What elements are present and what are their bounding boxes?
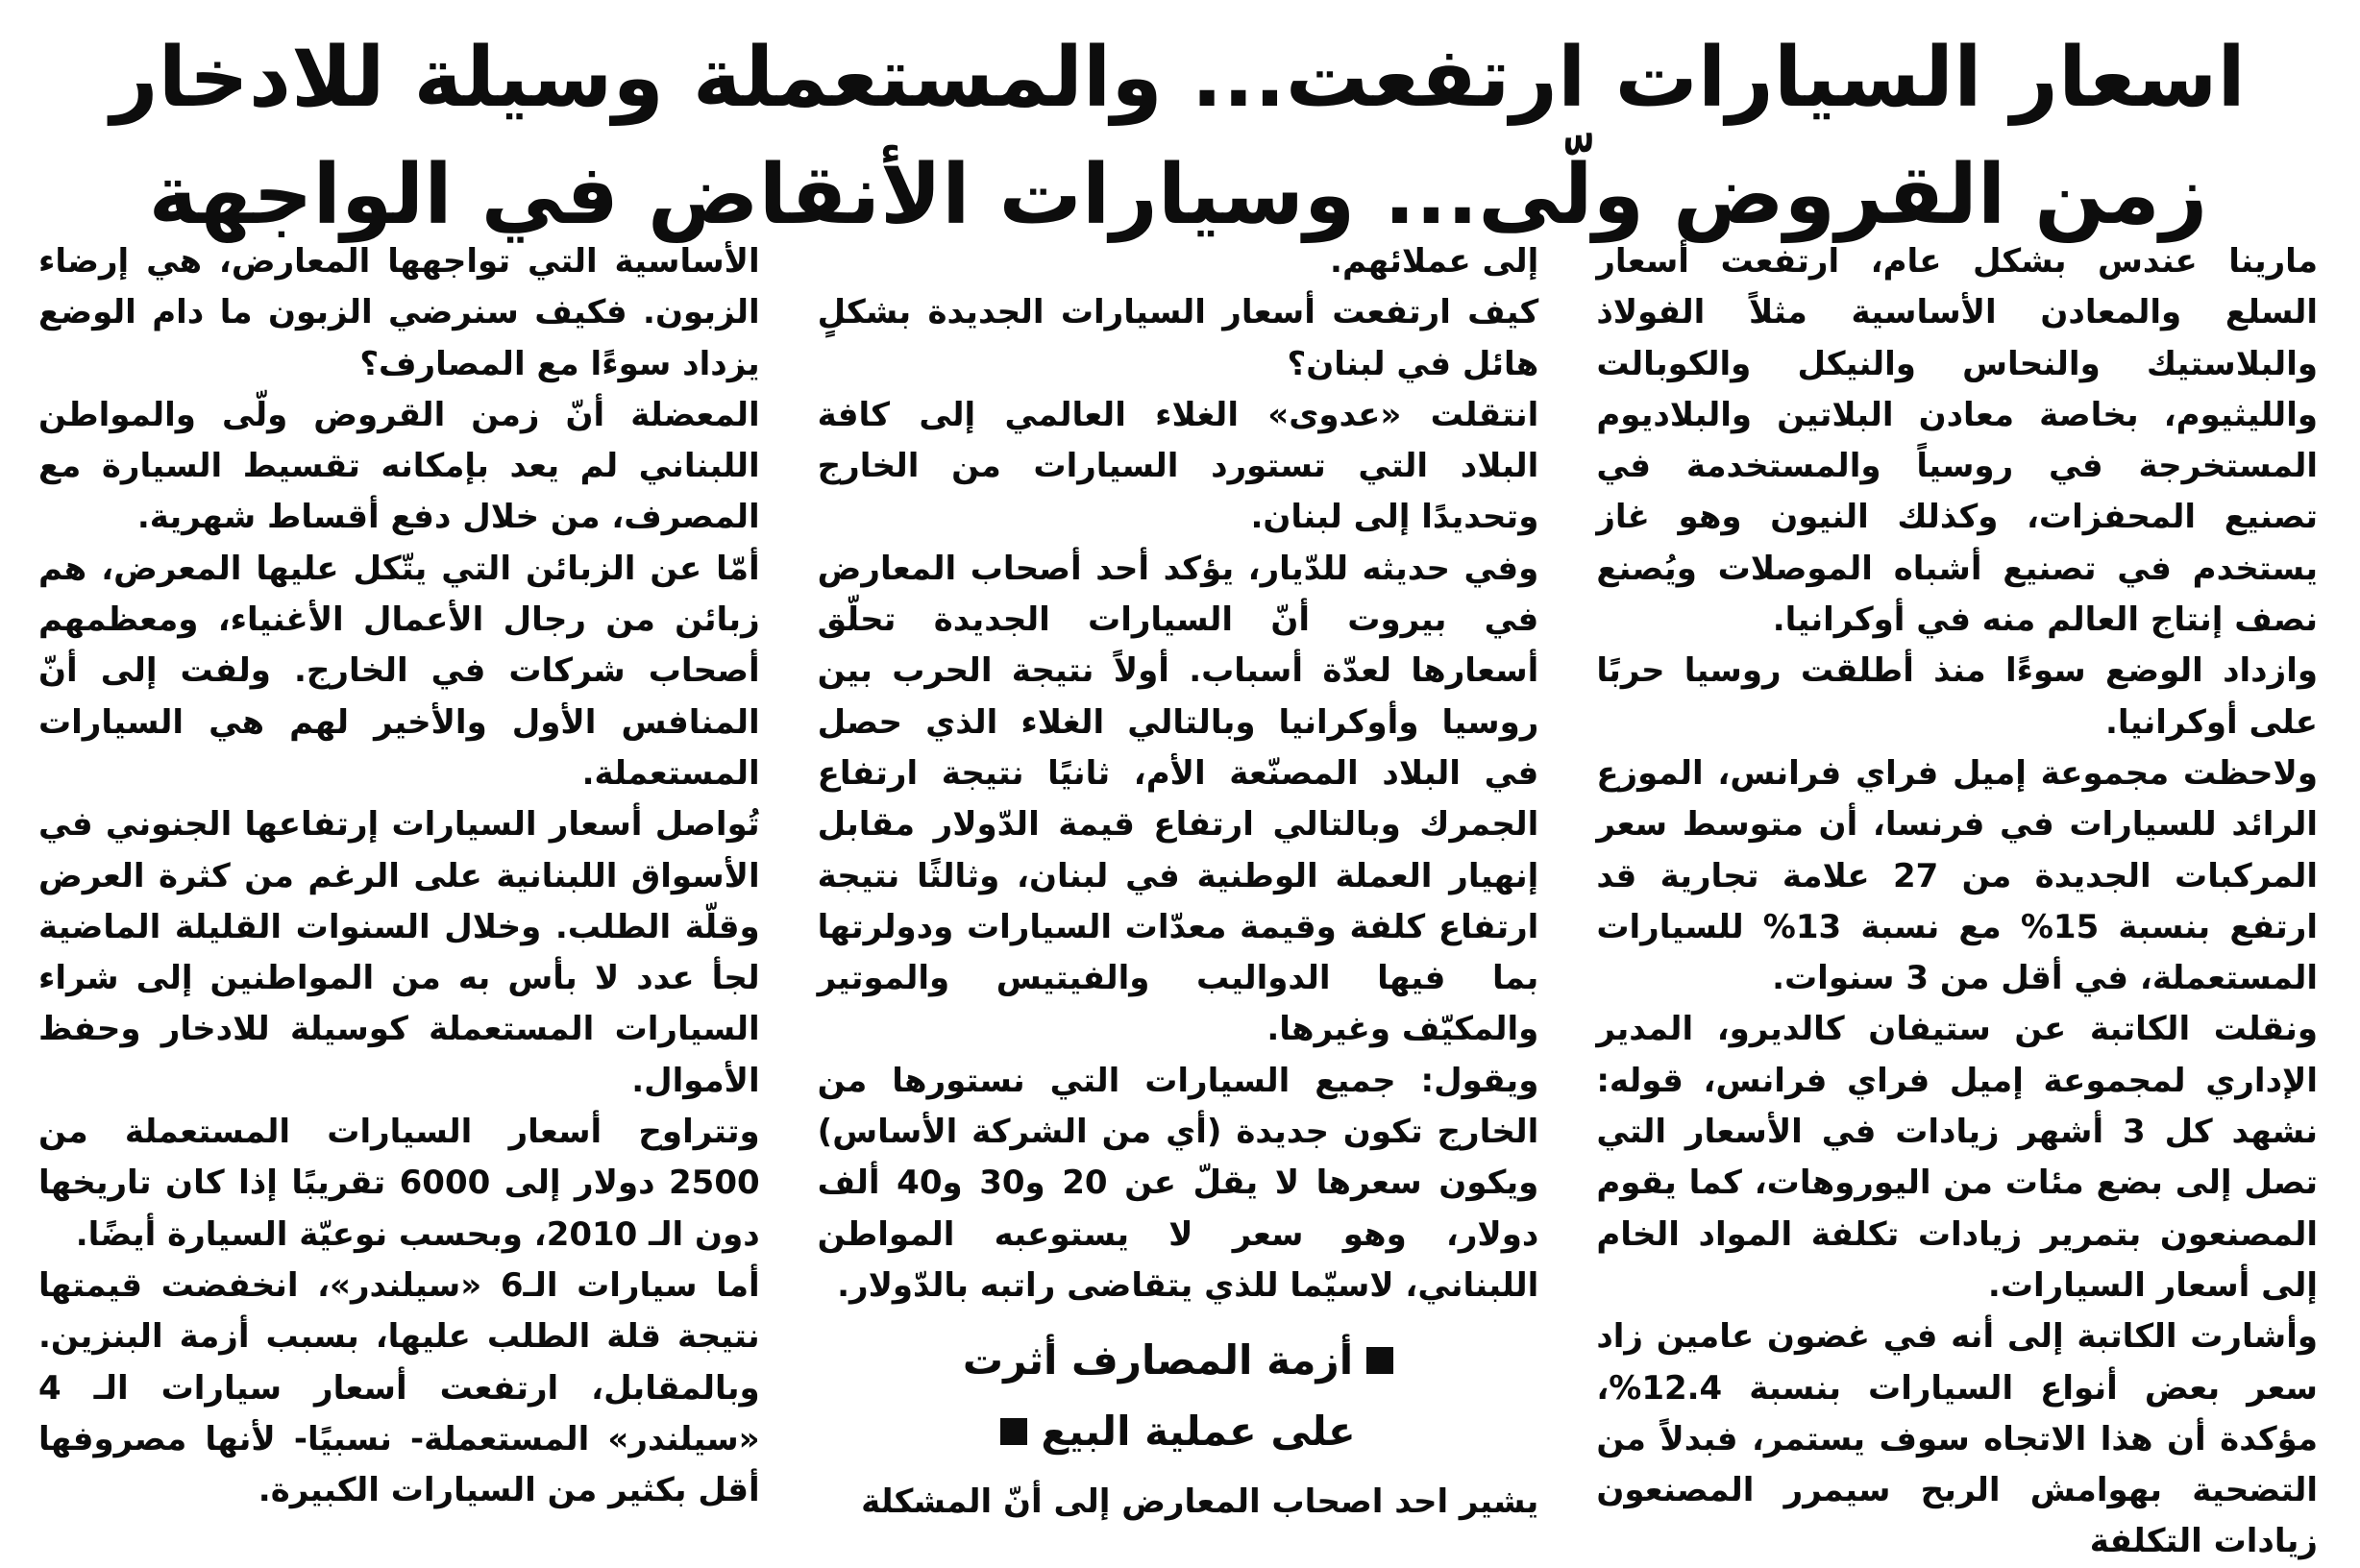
paragraph: وتتراوح أسعار السيارات المستعملة من 2500 دولار إلى 6000 تقريبًا إذا كان تاريخها دون الـ 2010، وبحسب نوعيّة السيارة أيضًا. (37, 1113, 760, 1254)
paragraph: إلى عملائهم. (1330, 242, 1539, 281)
paragraph: وازداد الوضع سوءًا منذ أطلقت روسيا حربًا على أوكرانيا. (1596, 651, 2318, 742)
column-right (1596, 236, 2319, 1561)
square-bullet-icon (1366, 1347, 1393, 1374)
paragraph: كيف ارتفعت أسعار السيارات الجديدة بشكلٍ هائل في لبنان؟ (817, 293, 1539, 383)
column-middle (817, 236, 1539, 1522)
paragraph: ولاحظت مجموعة إميل فراي فرانس، الموزع الرائد للسيارات في فرنسا، أن متوسط سعر المركبات الجديدة من 27 علامة تجارية قد ارتفع بنسبة 15% مع نسبة 13% للسيارات المستعملة، في أقل من 3 سنوات. (1596, 753, 2319, 998)
paragraph: ونقلت الكاتبة عن ستيفان كالديرو، المدير الإداري لمجموعة إميل فراي فرانس، قوله: نشهد كل 3 أشهر زيادات في الأسعار التي تصل إلى بضع مئات من اليوروهات، كما يقوم المصنعون بتمرير زيادات تكلفة المواد الخام إلى أسعار السيارات. (1596, 1010, 2319, 1305)
headline-line-2: زمن القروض ولّى... وسيارات الأنقاض في الواجهة (148, 147, 2208, 243)
subheading-text: على عملية البيع (1041, 1408, 1356, 1456)
subheading-line-1 (818, 1325, 1539, 1396)
paragraph: تُواصل أسعار السيارات إرتفاعها الجنوني في الأسواق اللبنانية على الرغم من كثرة العرض وقلّة الطلب. وخلال السنوات القليلة الماضية لجأ عدد لا بأس به من المواطنين إلى شراء السيارات المستعملة كوسيلة للادخار وحفظ الأموال. (37, 805, 760, 1100)
paragraph: ويقول: جميع السيارات التي نستورها من الخارج تكون جديدة (أي من الشركة الأساس) ويكون سعرها لا يقلّ عن 20 و30 و40 ألف دولار، وهو سعر لا يستوعبه المواطن اللبناني، لاسيّما للذي يتقاضى راتبه بالدّولار. (817, 1061, 1539, 1305)
paragraph: المعضلة أنّ زمن القروض ولّى والمواطن اللبناني لم يعد بإمكانه تقسيط السيارة مع المصرف، من خلال دفع أقساط شهرية. (37, 395, 760, 537)
paragraph: وأشارت الكاتبة إلى أنه في غضون عامين زاد سعر بعض أنواع السيارات بنسبة 12.4%، مؤكدة أن هذا الاتجاه سوف يستمر، فبدلاً من التضحية بهوامش الربح سيمرر المصنعون زيادات التكلفة (1596, 1317, 2318, 1561)
subheading-text: أزمة المصارف أثرت (962, 1336, 1354, 1384)
subheading-line-2 (818, 1396, 1539, 1467)
paragraph: مارينا عندس بشكل عام، ارتفعت أسعار السلع والمعادن الأساسية مثلاً الفولاذ والبلاستيك والنحاس والنيكل والكوبالت والليثيوم، بخاصة معادن البلاتين والبلاديوم المستخرجة في روسياً والمستخدمة في تصنيع المحفزات، وكذلك النيون وهو غاز يستخدم في تصنيع أشباه الموصلات ويُصنع نصف إنتاج العالم منه في أوكرانيا. (1596, 242, 2318, 640)
article-columns (37, 236, 2319, 1561)
column-left (37, 236, 760, 1510)
square-bullet-icon (1000, 1418, 1027, 1445)
paragraph: انتقلت «عدوى» الغلاء العالمي إلى كافة البلاد التي تستورد السيارات من الخارج وتحديدًا إلى لبنان. (817, 395, 1539, 537)
headline-line-1: اسعار السيارات ارتفعت... والمستعملة وسيلة للادخار (111, 30, 2246, 126)
paragraph: أما سيارات الـ6 «سيلندر»، انخفضت قيمتها نتيجة قلة الطلب عليها، بسبب أزمة البنزين. وبالمقابل، ارتفعت أسعار سيارات الـ 4 «سيلندر» المستعملة- نسبيًا- لأنها مصروفها أقل بكثير من السيارات الكبيرة. (37, 1265, 760, 1510)
paragraph: الأساسية التي تواجهها المعارض، هي إرضاء الزبون. فكيف سنرضي الزبون ما دام الوضع يزداد سوءًا مع المصارف؟ (37, 242, 760, 383)
paragraph: وفي حديثه للدّيار، يؤكد أحد أصحاب المعارض في بيروت أنّ السيارات الجديدة تحلّق أسعارها لعدّة أسباب. أولاً نتيجة الحرب بين روسيا وأوكرانيا وبالتالي الغلاء الذي حصل في البلاد المصنّعة الأم، ثانيًا نتيجة ارتفاع الجمرك وبالتالي ارتفاع قيمة الدّولار مقابل إنهيار العملة الوطنية في لبنان، وثالثًا نتيجة ارتفاع كلفة وقيمة معدّات السيارات ودولرتها بما فيها الدواليب والفيتيس والموتير والمكيّف وغيرها. (817, 549, 1539, 1049)
paragraph: أمّا عن الزبائن التي يتّكل عليها المعرض، هم زبائن من رجال الأعمال الأغنياء، ومعظمهم أصحاب شركات في الخارج. ولفت إلى أنّ المنافس الأول والأخير لهم هي السيارات المستعملة. (37, 549, 760, 793)
paragraph: يشير احد اصحاب المعارض إلى أنّ المشكلة (861, 1482, 1539, 1522)
